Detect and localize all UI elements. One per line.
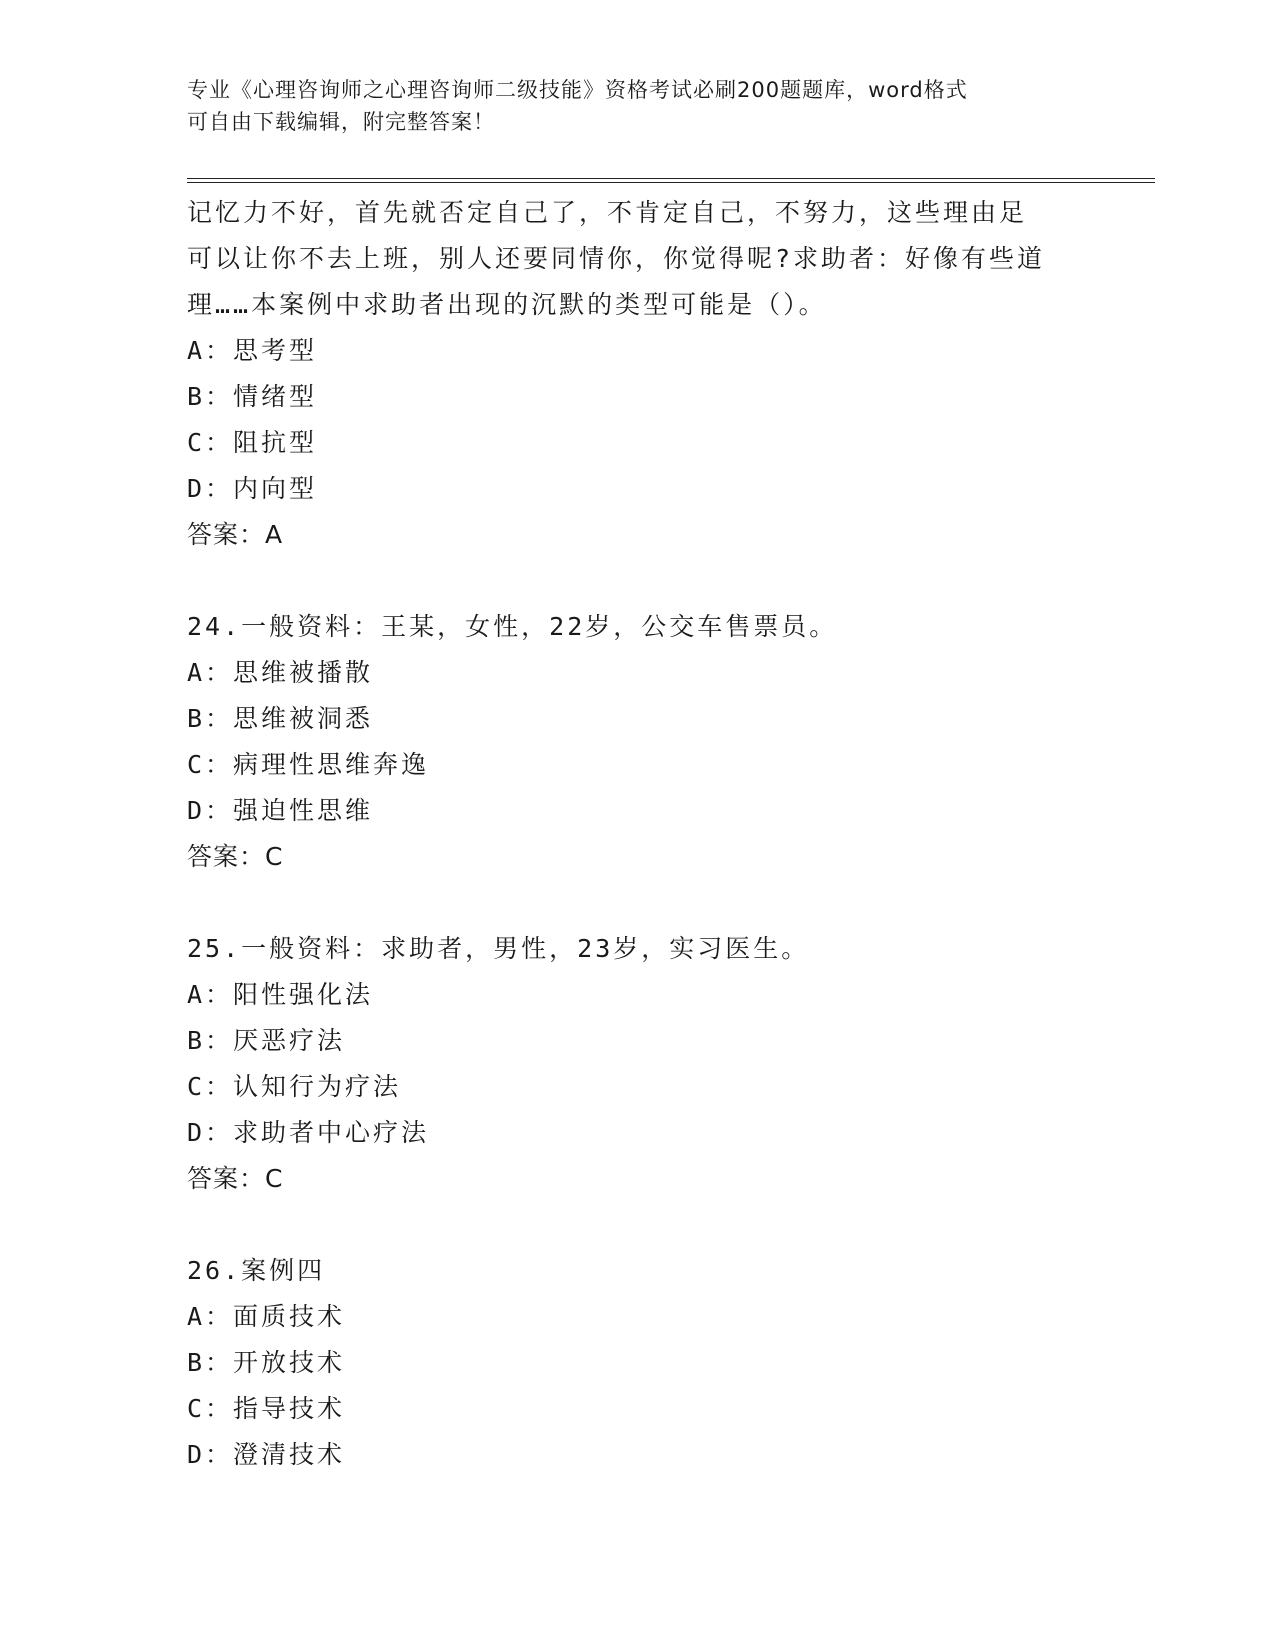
option-c: C：阻抗型 (187, 428, 318, 457)
option-b: B：情绪型 (187, 382, 318, 411)
header-line-2: 可自由下载编辑，附完整答案！ (187, 110, 495, 134)
spacer (187, 558, 1087, 604)
option-a: A：阳性强化法 (187, 980, 374, 1009)
option-b: B：厌恶疗法 (187, 1026, 346, 1055)
option-c: C：病理性思维奔逸 (187, 750, 430, 779)
option-d: D：内向型 (187, 474, 318, 503)
question-text-line: 理……本案例中求助者出现的沉默的类型可能是（）。 (187, 290, 827, 319)
spacer (187, 880, 1087, 926)
question-title: 24.一般资料：王某，女性，22岁，公交车售票员。 (187, 612, 838, 641)
answer-line: 答案：C (187, 1164, 284, 1193)
option-d: D：强迫性思维 (187, 796, 374, 825)
option-c: C：指导技术 (187, 1394, 346, 1423)
option-c: C：认知行为疗法 (187, 1072, 402, 1101)
question-content (187, 190, 1087, 1478)
answer-line: 答案：A (187, 520, 284, 549)
question-text-line: 记忆力不好，首先就否定自己了，不肯定自己，不努力，这些理由足 (187, 198, 1028, 227)
document-header (187, 74, 1067, 138)
option-d: D：求助者中心疗法 (187, 1118, 430, 1147)
option-a: A：思维被播散 (187, 658, 374, 687)
question-title: 25.一般资料：求助者，男性，23岁，实习医生。 (187, 934, 810, 963)
question-26 (187, 1248, 1087, 1478)
header-line-1: 专业《心理咨询师之心理咨询师二级技能》资格考试必刷200题题库，word格式 (187, 78, 968, 102)
option-b: B：开放技术 (187, 1348, 346, 1377)
option-a: A：面质技术 (187, 1302, 346, 1331)
option-b: B：思维被洞悉 (187, 704, 374, 733)
option-d: D：澄清技术 (187, 1440, 346, 1469)
header-divider (187, 178, 1155, 183)
question-25 (187, 926, 1087, 1202)
option-a: A：思考型 (187, 336, 318, 365)
question-title: 26.案例四 (187, 1256, 326, 1285)
question-text-line: 可以让你不去上班，别人还要同情你，你觉得呢?求助者：好像有些道 (187, 244, 1046, 273)
question-24 (187, 604, 1087, 880)
answer-line: 答案：C (187, 842, 284, 871)
question-23-continuation (187, 190, 1087, 558)
spacer (187, 1202, 1087, 1248)
